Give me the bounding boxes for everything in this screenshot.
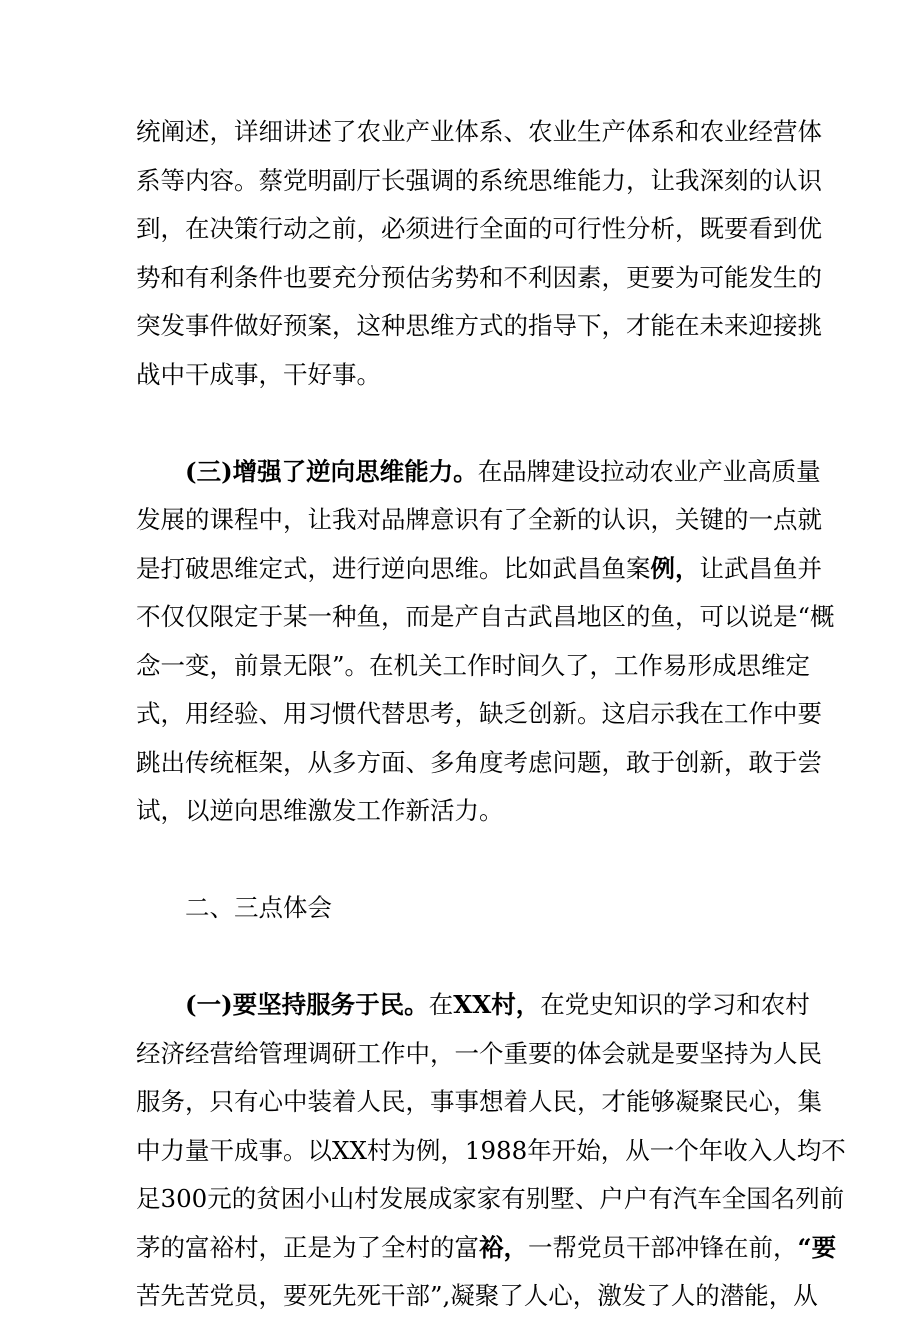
document-page [136,108,846,1321]
text-run: 茅的富裕村，正是为了全村的富 [136,1232,479,1262]
text-line [136,448,821,497]
text-line: 系等内容。蔡党明副厅长强调的系统思维能力，让我深刻的认识 [136,165,822,195]
bold-text-run: XX村， [453,990,541,1019]
text-run: 一帮党员干部冲锋在前， [528,1232,798,1262]
text-run: 是打破思维定式，进行逆向思维。比如武昌鱼案 [136,553,651,583]
bold-text-run: 裕， [479,1232,528,1262]
text-line: 跳出传统框架，从多方面、多角度考虑问题，敢于创新，敢于尝 [136,747,822,777]
text-line: 足300元的贫困小山村发展成家家有别墅、户户有汽车全国名列前 [136,1184,845,1213]
section-heading: 二、三点体会 [185,893,332,922]
paragraph-reverse-thinking [136,448,835,836]
text-line: 式，用经验、用习惯代替思考，缺乏创新。这启示我在工作中要 [136,699,822,728]
subheading-reverse-thinking: (三)增强了逆向思维能力。 [185,456,478,486]
bold-text-run: 例， [650,553,700,583]
section-heading-block [136,884,788,933]
subheading-serve-people: (一)要坚持服务于民。 [185,990,429,1019]
text-line: 服务，只有心中装着人民，事事想着人民，才能够凝聚民心，集 [136,1087,822,1116]
text-line: 突发事件做好预案，这种思维方式的指导下，才能在未来迎接挑 [136,311,822,340]
text-line: 不仅仅限定于某一种鱼，而是产自古武昌地区的鱼，可以说是“概 [136,602,835,631]
text-line: 苦先苦党员，要死先死干部”,凝聚了人心，激发了人的潜能，从 [136,1281,818,1310]
text-line [136,981,810,1030]
bold-text-run: “要 [797,1232,837,1262]
text-line: 发展的课程中，让我对品牌意识有了全新的认识，关键的一点就 [136,505,822,534]
text-line [136,1224,837,1273]
text-line: 试，以逆向思维激发工作新活力。 [136,796,504,825]
text-run: 在党史知识的学习和农村 [540,990,810,1019]
text-run: 让武昌鱼并 [699,553,822,583]
text-run: 在品牌建设拉动农业产业高质量 [477,456,821,486]
paragraph-serve-people [136,981,846,1321]
text-line: 统阐述，详细讲述了农业产业体系、农业生产体系和农业经营体 [136,117,822,146]
text-run: 在 [428,990,454,1019]
text-line: 念一变，前景无限”。在机关工作时间久了，工作易形成思维定 [136,650,811,680]
text-line: 中力量干成事。以XX村为例，1988年开始，从一个年收入人均不 [136,1135,846,1165]
text-line: 到，在决策行动之前，必须进行全面的可行性分析，既要看到优 [136,214,822,243]
text-line: 经济经营给管理调研工作中，一个重要的体会就是要坚持为人民 [136,1038,822,1068]
text-line: 战中干成事，干好事。 [136,359,381,389]
text-line [136,545,822,594]
paragraph-systems-thinking [136,108,822,399]
text-line: 势和有利条件也要充分预估劣势和不利因素，更要为可能发生的 [136,262,822,292]
